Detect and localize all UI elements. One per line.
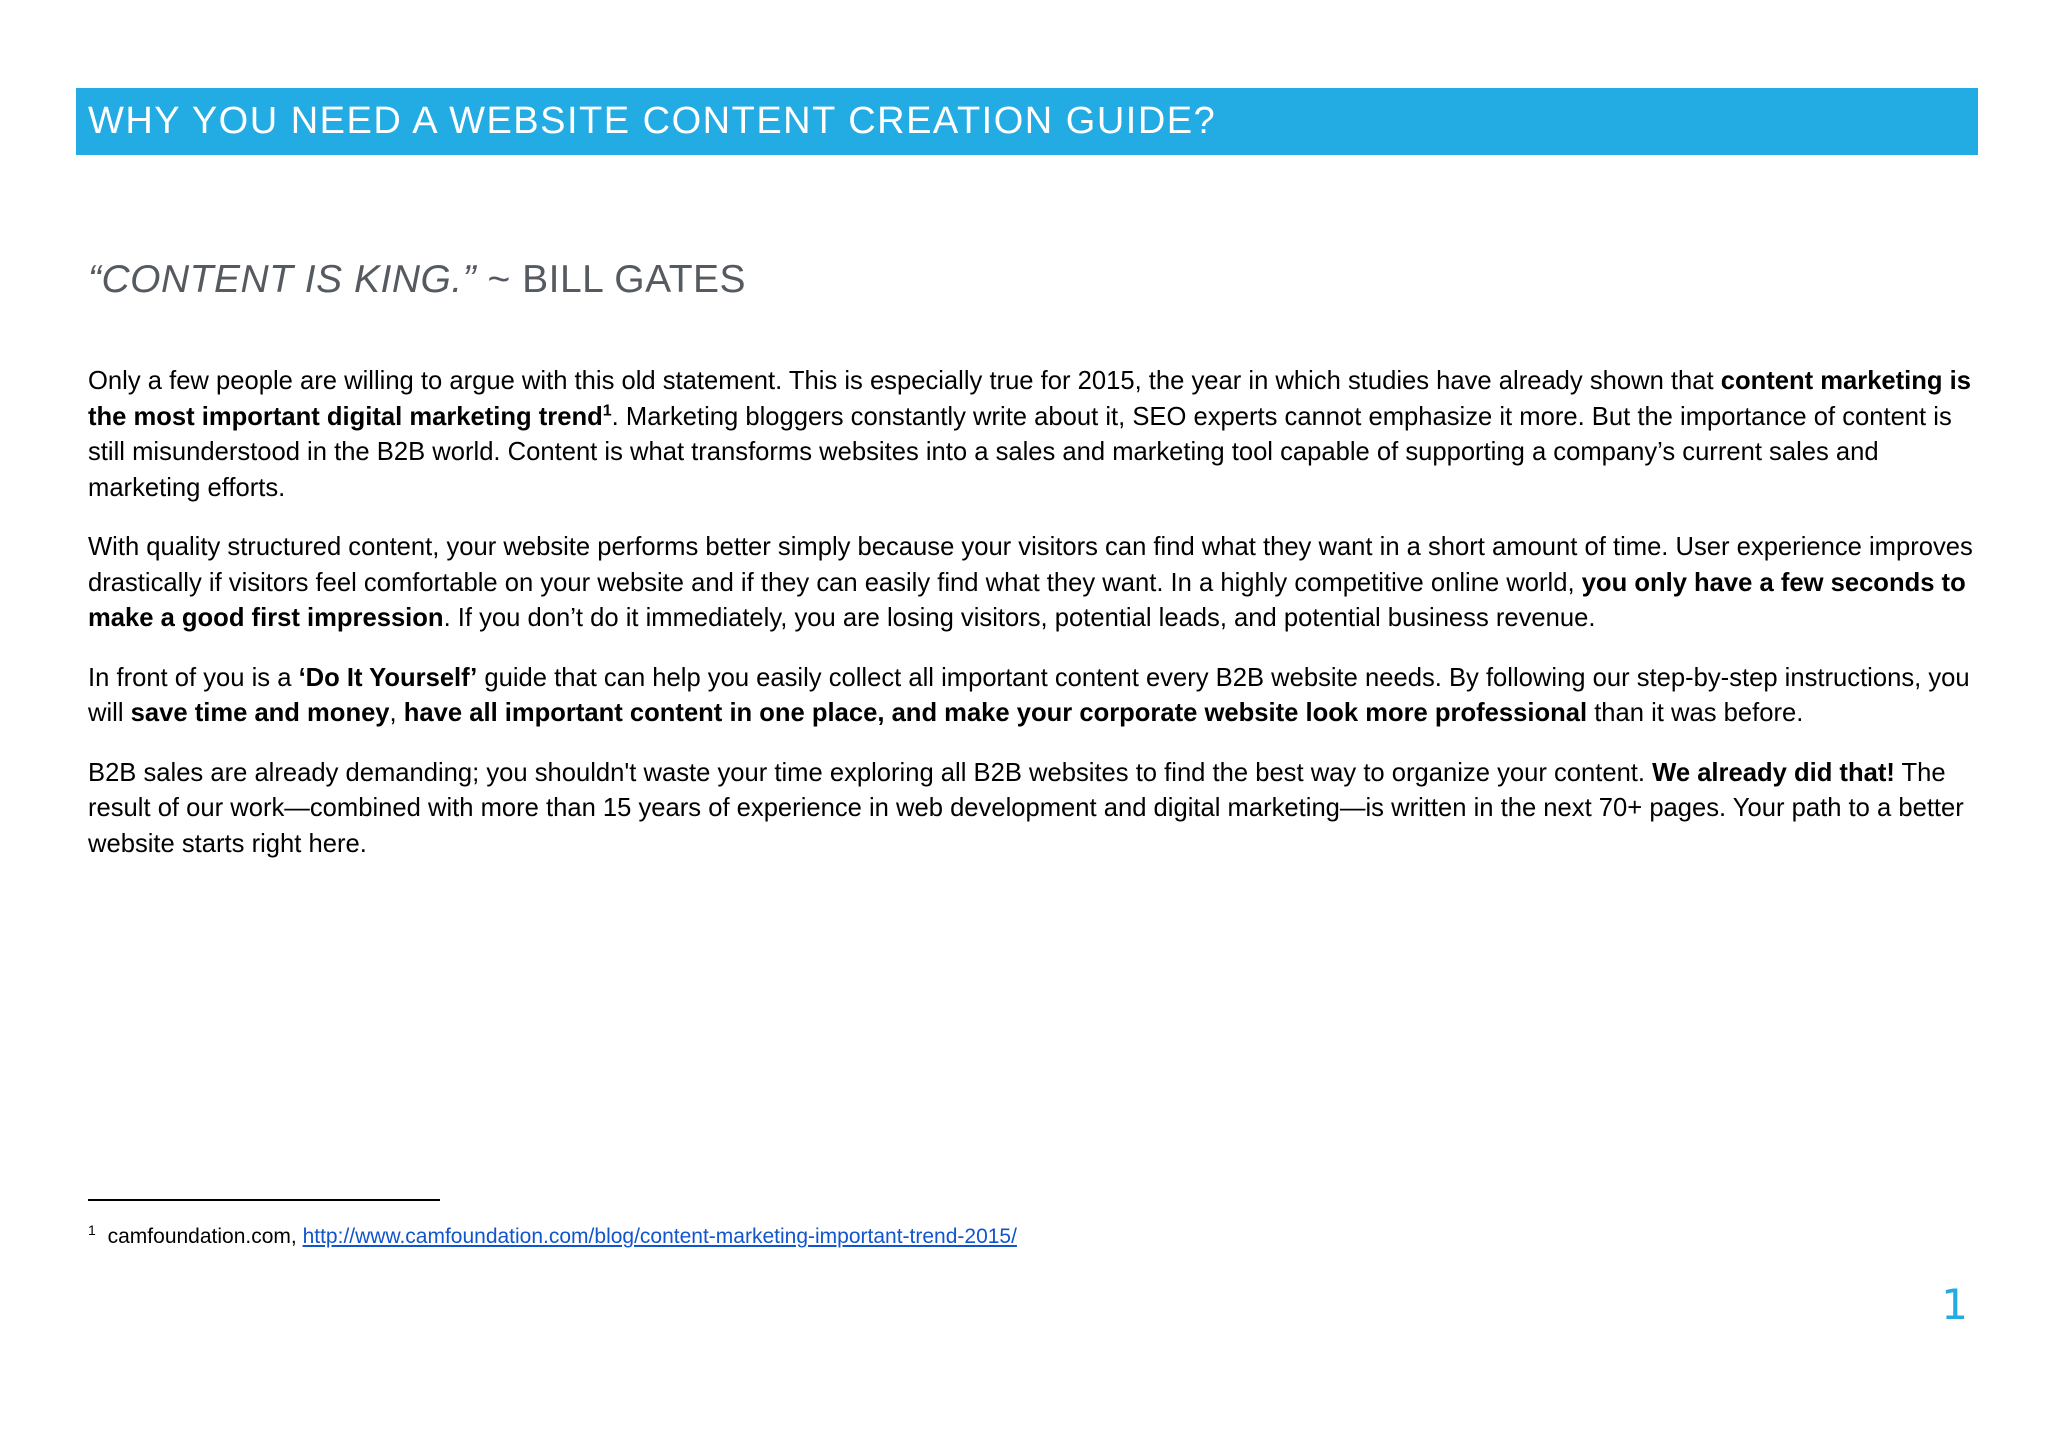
section-header-bar — [76, 88, 1978, 155]
paragraph-bold-text: have all important content in one place, and make your corporate website look more professional — [403, 699, 1588, 727]
footnote-divider — [88, 1199, 440, 1201]
paragraph-text: . Marketing bloggers constantly write about it, SEO experts cannot emphasize it more. But the importance of content is still misunderstood in the B2B world. Content is what transforms websites into a sales and marketing tool capable of supporting a company’s current sales and marketing efforts. — [88, 402, 1952, 502]
paragraph-text: The result of our work—combined with more than 15 years of experience in web development and digital marketing—is written in the next 70+ pages. Your path to a better website starts right here. — [88, 758, 1964, 858]
footnote-reference: 1 — [602, 401, 612, 419]
paragraph-1 — [88, 364, 1978, 506]
paragraph-bold-text: content marketing is the most important digital marketing trend — [88, 367, 1972, 431]
paragraph-text: With quality structured content, your website performs better simply because your visitors can find what they want in a short amount of time. User experience improves drastically if visitors feel comfortable on your website and if they can easily find what they want. In a highly competitive online world, — [88, 533, 1973, 597]
section-title: WHY YOU NEED A WEBSITE CONTENT CREATION GUIDE? — [88, 100, 1217, 142]
paragraph-2 — [88, 530, 1978, 637]
quote-heading — [88, 258, 746, 302]
paragraph-3 — [88, 661, 1978, 732]
footnote-source: camfoundation.com, — [101, 1225, 303, 1248]
quote-attribution: ~ BILL GATES — [476, 258, 747, 301]
footnote-link[interactable]: http://www.camfoundation.com/blog/content-marketing-important-trend-2015/ — [302, 1225, 1017, 1248]
paragraph-text: than it was before. — [1587, 699, 1804, 727]
page-number: 1 — [1941, 1280, 1968, 1329]
paragraph-text: In front of you is a — [88, 663, 299, 692]
footnote-number: 1 — [88, 1222, 96, 1238]
paragraph-4 — [88, 756, 1978, 863]
paragraph-text: . If you don’t do it immediately, you are losing visitors, potential leads, and potential business revenue. — [443, 604, 1596, 632]
paragraph-bold-text: save time and money — [130, 699, 390, 727]
paragraph-text: , — [389, 699, 404, 727]
paragraph-text: guide that can help you easily collect all important content every B2B website needs. By following our step-by-step instructions, you will — [88, 663, 1970, 727]
body-text — [88, 364, 1978, 886]
quote-text: “CONTENT IS KING.” — [88, 258, 477, 301]
paragraph-bold-text: ‘Do It Yourself’ — [298, 663, 478, 692]
paragraph-text: B2B sales are already demanding; you shouldn't waste your time exploring all B2B websites to find the best way to organize your content. — [88, 758, 1653, 787]
paragraph-bold-text: We already did that! — [1652, 758, 1895, 787]
paragraph-bold-text: you only have a few seconds to make a good first impression — [88, 568, 1966, 632]
paragraph-text: Only a few people are willing to argue with this old statement. This is especially true for 2015, the year in which studies have already shown that — [88, 367, 1721, 395]
footnote — [88, 1222, 1017, 1252]
